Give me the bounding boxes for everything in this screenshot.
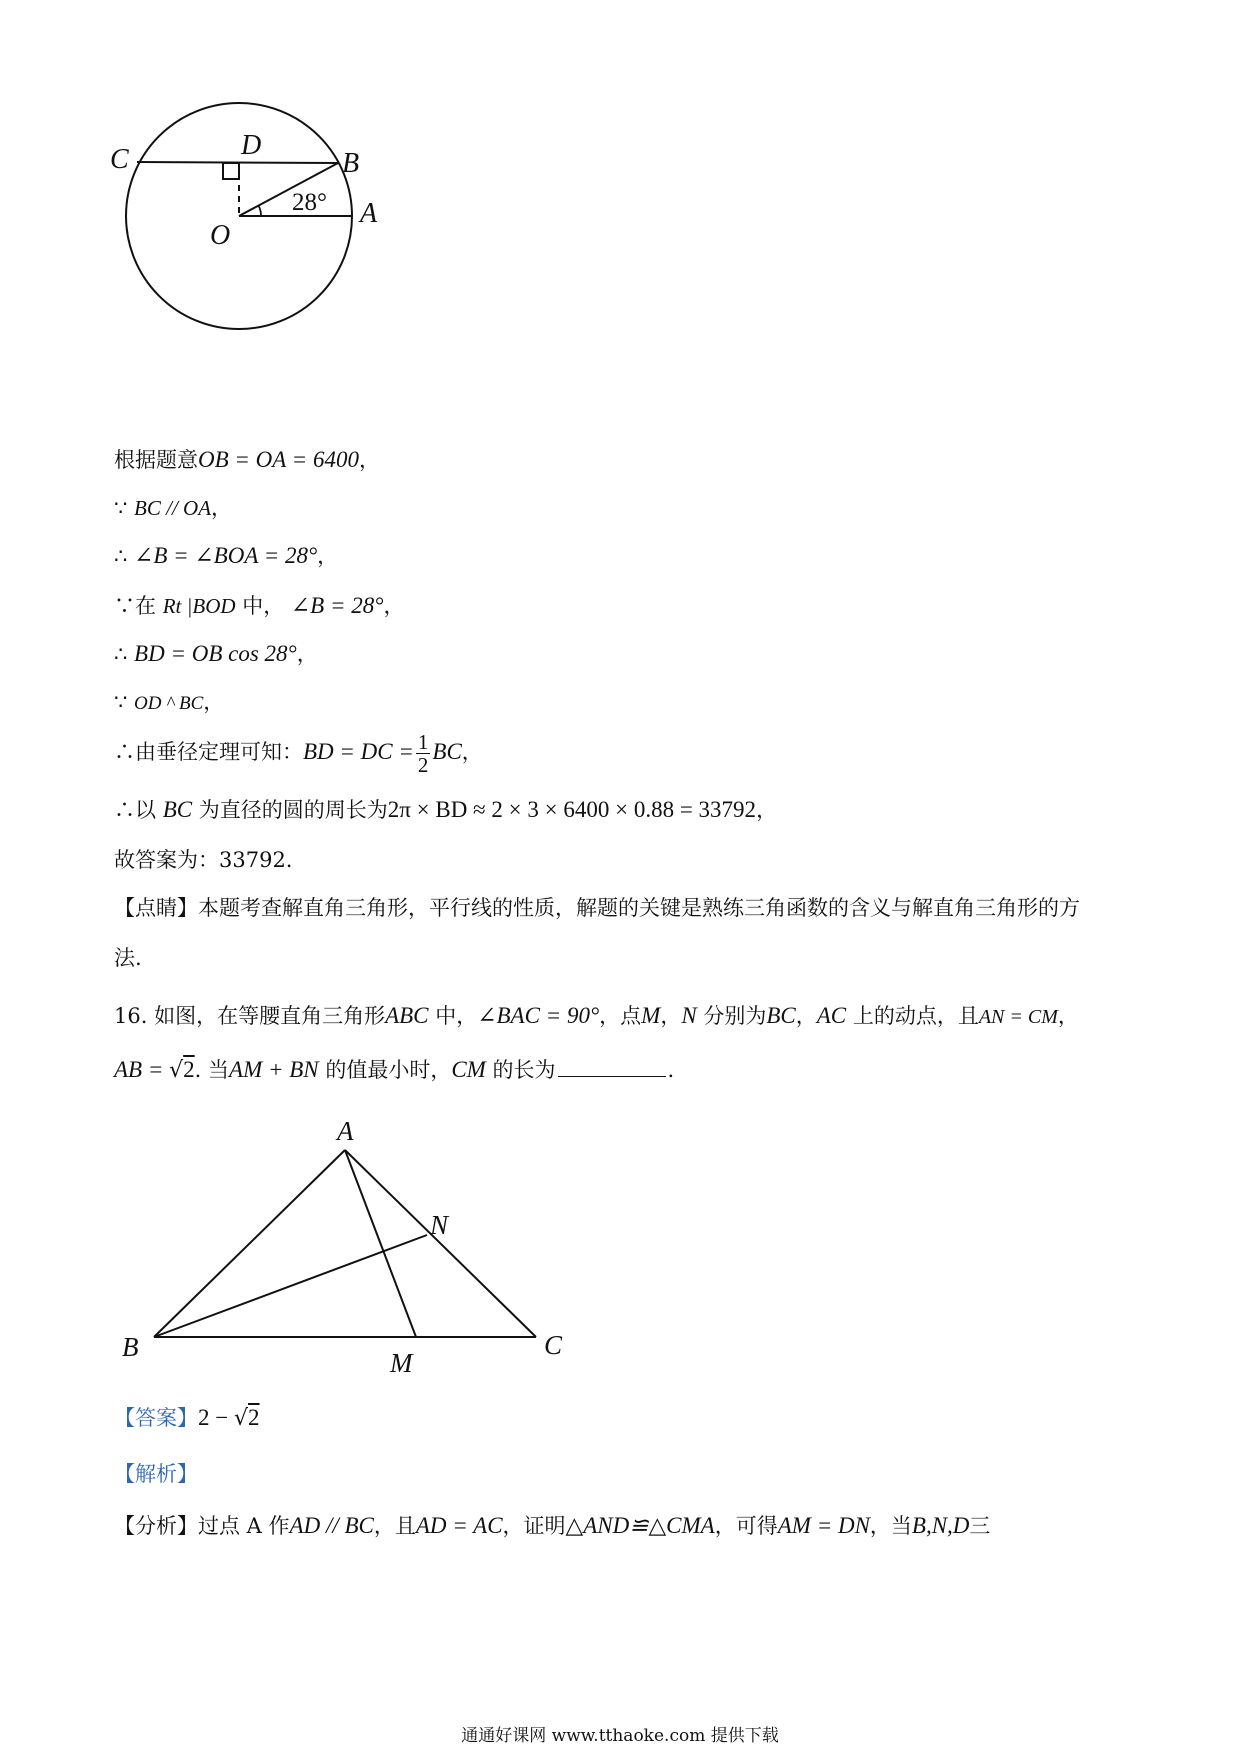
line5-expr: BD = OB cos 28° (134, 641, 297, 666)
line8-expr1: BC (162, 797, 193, 822)
p16-condition: AN = CM (978, 1006, 1058, 1028)
p16-n: N (681, 1003, 697, 1028)
label-a-vertex: A (337, 1116, 354, 1146)
line2-punct: ， (211, 496, 233, 520)
p16-mid: 中， (428, 1004, 478, 1028)
p16-ac: AC (816, 1003, 847, 1028)
line7-expr-tail: BC (432, 739, 462, 764)
line7-text: ∴由垂径定理可知： (114, 740, 303, 764)
triangle-diagram (110, 1110, 580, 1380)
label-c: C (110, 144, 129, 175)
solution-line-11 (114, 944, 142, 972)
dianjing-text: 【点睛】本题考查解直角三角形，平行线的性质，解题的关键是熟练三角函数的含义与解直角三角形的方 (114, 896, 1080, 920)
line8-mid: 为直径的圆的周长为 (192, 798, 388, 822)
line7-punct: ， (461, 740, 483, 764)
line4-expr1: Rt |BOD (162, 594, 236, 618)
fenxi-tag: 【分析】 (114, 1514, 198, 1538)
line4-punct: ， (383, 594, 405, 618)
p16-period: . (667, 1058, 675, 1082)
solution-line-4 (114, 592, 404, 620)
fenxi-t2: ，且 (373, 1514, 416, 1538)
analysis-tag: 【解析】 (114, 1462, 198, 1486)
fenxi-line (114, 1512, 990, 1540)
label-n-point: N (430, 1210, 449, 1240)
solution-line-2 (114, 494, 232, 522)
label-angle-28: 28° (292, 189, 327, 216)
line6-text: ∵ (114, 690, 135, 714)
line4-mid: 中， (235, 594, 291, 618)
p16-mid4: 上的动点，且 (846, 1004, 979, 1028)
fenxi-e4: AM = DN (777, 1513, 870, 1538)
fenxi-t4: ，可得 (714, 1514, 778, 1538)
line8-punct: ， (756, 798, 778, 822)
fenxi-e1: AD // BC (289, 1513, 374, 1538)
solution-line-5 (114, 640, 318, 668)
angle-arc (259, 206, 262, 217)
line7-expr: BD = DC = (303, 739, 414, 764)
line5-text: ∴ (114, 642, 135, 666)
solution-line-1 (114, 446, 380, 474)
p16-abc: ABC (385, 1003, 429, 1028)
problem16-line1 (114, 1002, 1079, 1031)
solution-line-7 (114, 730, 483, 776)
p16-sep2: ， (795, 1004, 817, 1028)
line1-punct: ， (358, 448, 380, 472)
p16-bc: BC (766, 1003, 796, 1028)
p16-sep: ， (660, 1004, 682, 1028)
line2-text: ∵ (114, 496, 135, 520)
p16-cm: CM (451, 1057, 486, 1082)
line3-text: ∴ (114, 544, 135, 568)
fenxi-t1: 过点 A 作 (198, 1514, 290, 1538)
label-c-vertex: C (544, 1330, 563, 1360)
p16-angle: ∠BAC = 90° (477, 1003, 600, 1028)
p16-when: . 当 (194, 1058, 230, 1082)
label-o: O (210, 220, 231, 251)
side-ab (154, 1150, 345, 1337)
p16-mid3: 分别为 (696, 1004, 767, 1028)
label-d: D (241, 130, 262, 161)
fenxi-e2: AD = AC (415, 1513, 503, 1538)
p16-mid2: ，点 (599, 1004, 642, 1028)
line1-text: 根据题意 (114, 448, 198, 472)
fenxi-t3: ，证明 (502, 1514, 566, 1538)
line3-expr: ∠B = ∠BOA = 28° (134, 543, 318, 568)
p16-end: ， (1057, 1004, 1079, 1028)
line2-expr: BC // OA (134, 496, 212, 520)
segment-bn (154, 1235, 427, 1337)
circle-diagram (110, 90, 430, 380)
fenxi-t5: ，当 (869, 1514, 912, 1538)
line1-expr: OB = OA = 6400 (198, 447, 359, 472)
p16-length-text: 的长为 (485, 1058, 556, 1082)
problem16-line2 (114, 1056, 674, 1085)
p16-intro: 16. 如图，在等腰直角三角形 (114, 1004, 386, 1028)
line6-punct: ， (203, 690, 225, 714)
solution-line-9 (114, 846, 292, 874)
footer-source: 通通好课网 www.tthaoke.com 提供下载 (461, 1726, 779, 1746)
line9-text: 故答案为：33792. (114, 848, 293, 872)
analysis-line (114, 1460, 198, 1488)
answer-sqrt-symbol: √ (233, 1406, 249, 1431)
triangle-figure (110, 1110, 580, 1380)
line8-expr2: 2π × BD ≈ 2 × 3 × 6400 × 0.88 = 33792 (387, 797, 757, 822)
solution-line-8 (114, 796, 777, 824)
fenxi-e3: △AND≌△CMA (565, 1513, 715, 1538)
fenxi-e5: B,N,D (911, 1513, 970, 1538)
line6-expr: OD ^ BC (134, 693, 204, 714)
sqrt-symbol: √ (169, 1058, 184, 1083)
p16-sum: AM + BN (229, 1057, 319, 1082)
label-b-vertex: B (122, 1332, 139, 1362)
p16-m: M (641, 1003, 661, 1028)
answer-expr: 2 − (198, 1405, 234, 1430)
solution-line-10 (114, 894, 1080, 922)
p16-sqrt-value: 2 (183, 1057, 195, 1082)
fraction-denominator: 2 (417, 753, 429, 777)
label-a: A (360, 198, 378, 229)
label-b: B (342, 148, 360, 179)
dianjing-text-end: 法. (114, 946, 142, 970)
line4-text: ∵在 (114, 594, 163, 618)
answer-line (114, 1404, 260, 1433)
right-angle-mark (223, 163, 239, 179)
answer-blank (558, 1056, 666, 1077)
fraction-numerator: 1 (417, 730, 429, 754)
fenxi-t6: 三 (969, 1514, 991, 1538)
label-m-point: M (390, 1348, 413, 1378)
line5-punct: ， (296, 642, 318, 666)
solution-line-6 (114, 688, 224, 718)
line3-punct: ， (317, 544, 339, 568)
circle-figure (110, 90, 430, 380)
side-ac (345, 1150, 536, 1337)
answer-sqrt-value: 2 (248, 1405, 260, 1430)
solution-line-3 (114, 542, 338, 570)
answer-tag: 【答案】 (114, 1406, 198, 1430)
line8-text: ∴以 (114, 798, 163, 822)
line4-expr2: ∠B = 28° (290, 593, 384, 618)
fraction-half (416, 731, 431, 776)
p16-min-text: 的值最小时， (318, 1058, 452, 1082)
p16-ab: AB = (114, 1057, 170, 1082)
